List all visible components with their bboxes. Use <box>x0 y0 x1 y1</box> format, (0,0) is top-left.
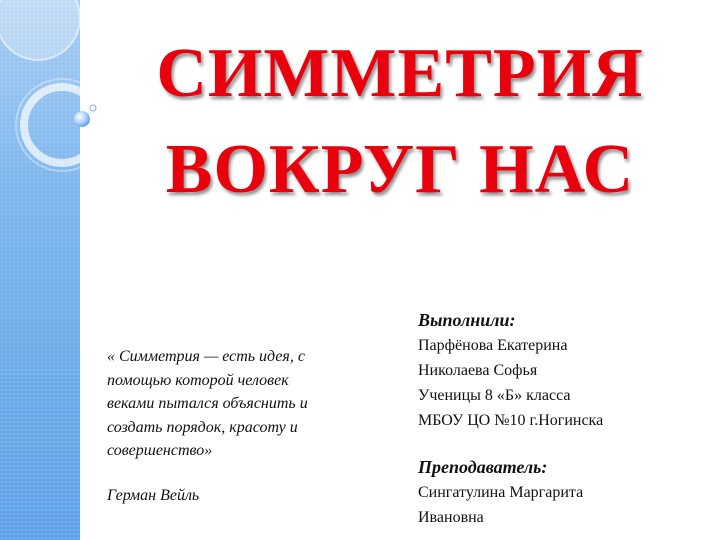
quote-author: Герман Вейль <box>107 487 200 504</box>
performed-heading: Выполнили: <box>418 310 516 330</box>
teacher-heading: Преподаватель: <box>418 457 548 477</box>
teacher-line: Сингатулина Маргарита <box>418 484 584 501</box>
quote-line: совершенство» <box>107 442 213 459</box>
teacher-line: Ивановна <box>418 509 484 526</box>
performer-line: Ученицы 8 «Б» класса <box>418 387 571 404</box>
slide-title-line-1: СИММЕТРИЯ <box>156 35 644 112</box>
spacer <box>418 433 713 455</box>
slide-title-line-2: ВОКРУГ НАС <box>165 131 635 208</box>
performer-line: Николаева Софья <box>418 362 538 379</box>
quote-line: веками пытался объяснить и <box>107 395 308 412</box>
quote-line: помощью которой человек <box>107 371 289 389</box>
epigraph-quote <box>107 345 377 463</box>
performer-line: МБОУ ЦО №10 г.Ногинска <box>418 412 604 429</box>
quote-line: создать порядок, красоту и <box>107 418 298 436</box>
performer-line: Парфёнова Екатерина <box>418 337 568 354</box>
quote-line: « Симметрия — есть идея, с <box>107 348 305 365</box>
credits-block <box>418 308 713 530</box>
